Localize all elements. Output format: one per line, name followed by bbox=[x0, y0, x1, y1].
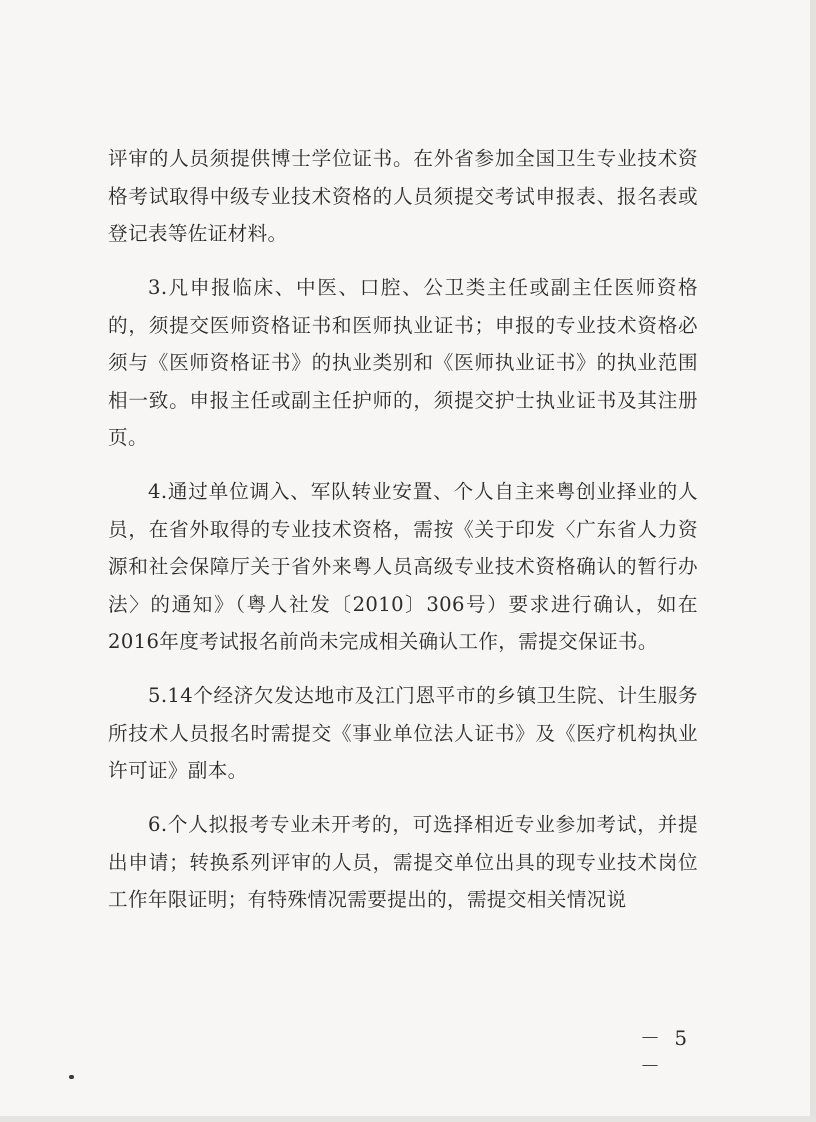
paragraph-item-5: 5.14个经济欠发达地市及江门恩平市的乡镇卫生院、计生服务所技术人员报名时需提交《事业单位法人证书》及《医疗机构执业许可证》副本。 bbox=[108, 684, 698, 782]
page-right-edge bbox=[810, 0, 816, 1122]
paragraph-item-3: 3.凡申报临床、中医、口腔、公卫类主任或副主任医师资格的，须提交医师资格证书和医师执业证书；申报的专业技术资格必须与《医师资格证书》的执业类别和《医师执业证书》的执业范围相一致。申报主任或副主任护师的，须提交护士执业证书及其注册页。 bbox=[108, 276, 698, 449]
paragraph-item-6: 6.个人拟报考专业未开考的，可选择相近专业参加考试，并提出申请；转换系列评审的人员，需提交单位出具的现专业技术岗位工作年限证明；有特殊情况需要提出的，需提交相关情况说 bbox=[108, 813, 698, 911]
scan-speck bbox=[69, 1075, 74, 1079]
page-bottom-edge bbox=[0, 1116, 816, 1122]
page-number: － 5 － bbox=[640, 1026, 692, 1078]
paragraph-item-4: 4.通过单位调入、军队转业安置、个人自主来粤创业择业的人员，在省外取得的专业技术资格，需按《关于印发〈广东省人力资源和社会保障厅关于省外来粤人员高级专业技术资格确认的暂行办法〉的通知》（粤人社发〔2010〕306号）要求进行确认，如在2016年度考试报名前尚未完成相关确认工作，需提交保证书。 bbox=[108, 480, 698, 653]
document-body bbox=[108, 140, 698, 935]
paragraph-continued: 评审的人员须提供博士学位证书。在外省参加全国卫生专业技术资格考试取得中级专业技术资格的人员须提交考试申报表、报名表或登记表等佐证材料。 bbox=[108, 147, 698, 245]
